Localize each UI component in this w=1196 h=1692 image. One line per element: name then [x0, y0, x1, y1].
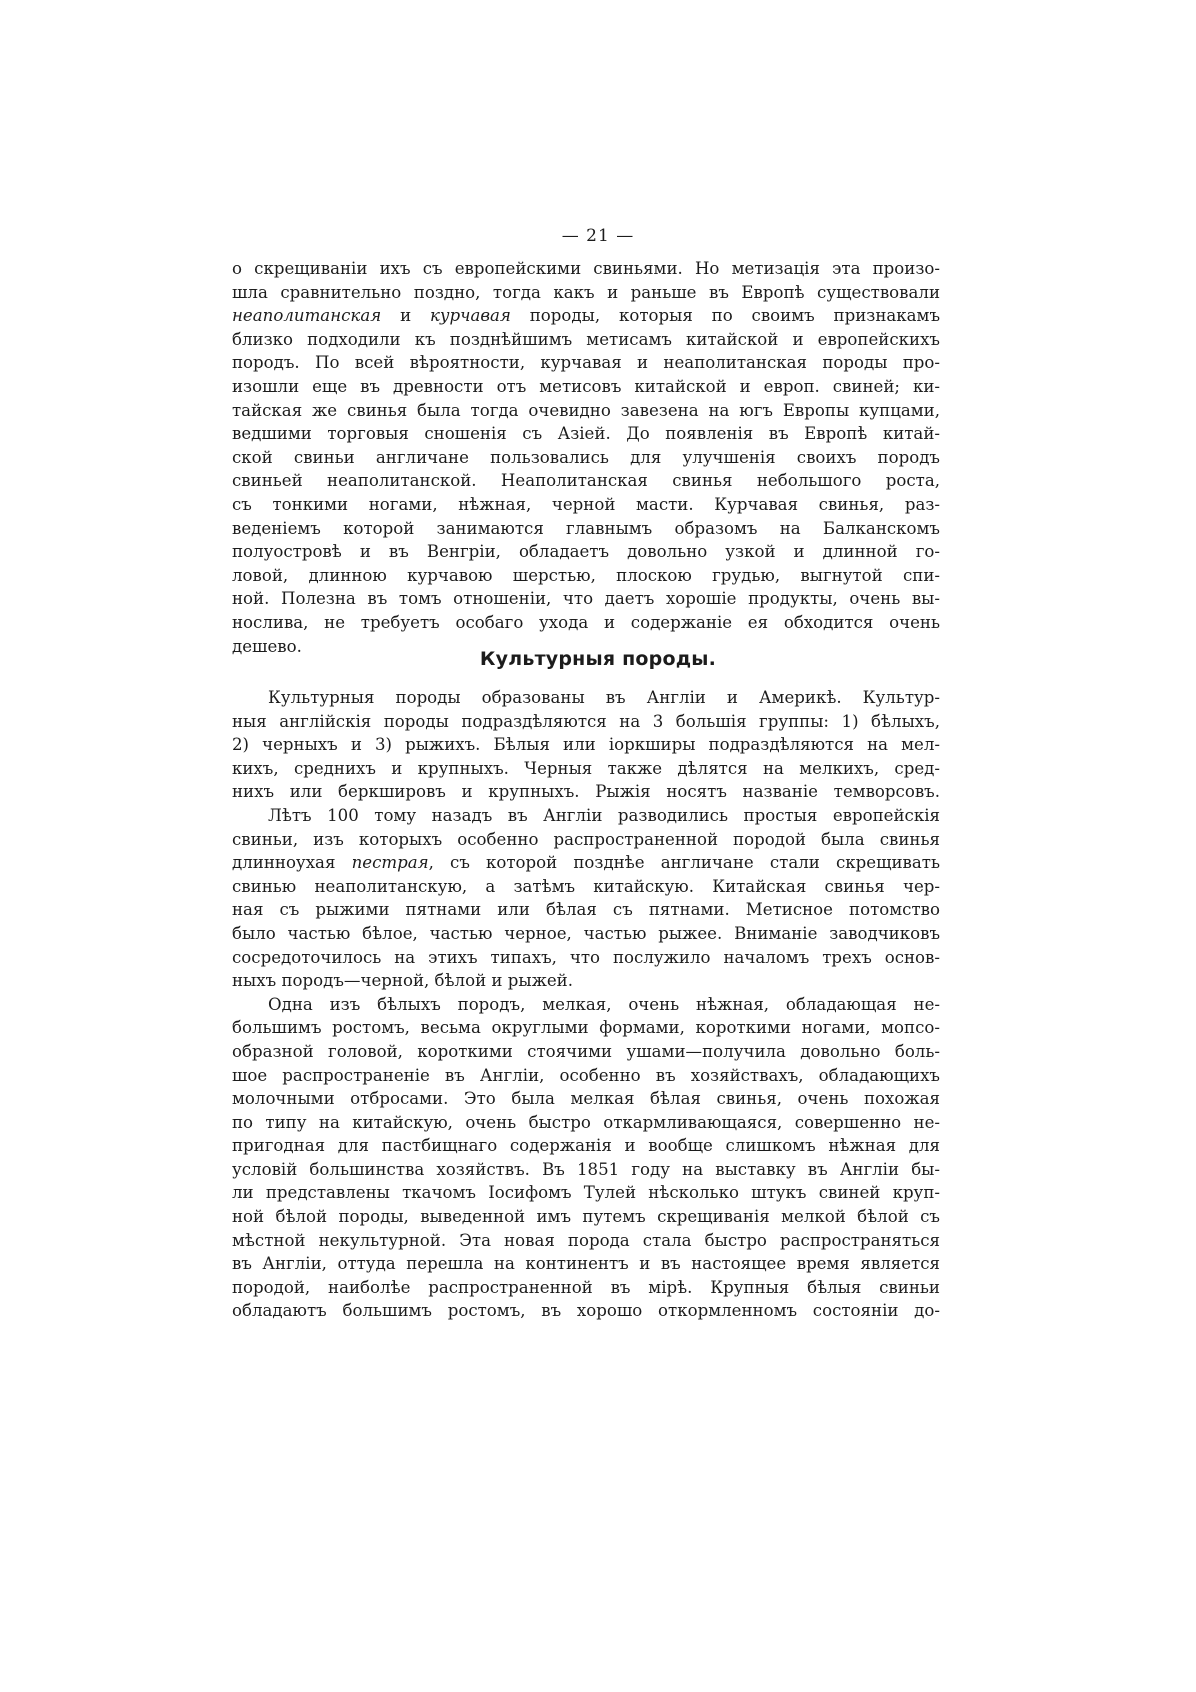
text-line	[232, 851, 940, 875]
section-body	[232, 686, 940, 1323]
text-line: ныя англійскія породы подраздѣляются на 3 большія группы: 1) бѣлыхъ,	[232, 711, 940, 731]
text-line: Одна изъ бѣлыхъ породъ, мелкая, очень нѣжная, обладающая не-	[268, 994, 940, 1014]
text-line: породъ. По всей вѣроятности, курчавая и неаполитанская породы про-	[232, 353, 940, 373]
text-line: съ тонкими ногами, нѣжная, черной масти. Курчавая свинья, раз-	[232, 494, 940, 514]
italic-term: пестрая	[351, 853, 429, 873]
text-line: дешево.	[232, 636, 302, 656]
text-fragment: , съ которой позднѣе англичане стали скрещивать	[428, 853, 941, 873]
text-line: нослива, не требуетъ особаго ухода и содержаніе ея обходится очень	[232, 612, 940, 632]
italic-term: неаполитанская	[232, 306, 382, 326]
text-line: свиньей неаполитанской. Неаполитанская свинья небольшого роста,	[232, 471, 940, 491]
text-fragment: породы, которыя по своимъ признакамъ	[510, 306, 941, 326]
paragraph-3	[232, 804, 940, 993]
text-line: условій большинства хозяйствъ. Въ 1851 году на выставку въ Англіи бы-	[232, 1159, 940, 1179]
text-line: ныхъ породъ—черной, бѣлой и рыжей.	[232, 971, 574, 991]
text-line	[232, 304, 940, 328]
text-line: свинью неаполитанскую, а затѣмъ китайскую. Китайская свинья чер-	[232, 876, 940, 896]
text-line: ской свиньи англичане пользовались для улучшенія своихъ породъ	[232, 447, 940, 467]
paragraph-4	[232, 993, 940, 1323]
paragraph-1	[232, 257, 940, 658]
text-line: шла сравнительно поздно, тогда какъ и раньше въ Европѣ существовали	[232, 282, 940, 302]
text-line: веденіемъ которой занимаются главнымъ образомъ на Балканскомъ	[232, 518, 940, 538]
text-line: ли представлены ткачомъ Іосифомъ Тулей нѣсколько штукъ свиней круп-	[232, 1183, 940, 1203]
text-line: было частью бѣлое, частью черное, частью рыжее. Вниманіе заводчиковъ	[232, 923, 940, 943]
text-line: большимъ ростомъ, весьма округлыми формами, короткими ногами, мопсо-	[232, 1018, 940, 1038]
text-line: мѣстной некультурной. Эта новая порода стала быстро распространяться	[232, 1230, 940, 1250]
text-fragment: и	[381, 306, 430, 326]
paragraph-2	[232, 686, 940, 804]
text-line: изошли еще въ древности отъ метисовъ китайской и европ. свиней; ки-	[232, 376, 940, 396]
text-line: образной головой, короткими стоячими ушами—получила довольно боль-	[232, 1041, 940, 1061]
text-line: обладаютъ большимъ ростомъ, въ хорошо откормленномъ состояніи до-	[232, 1301, 940, 1321]
text-line: ловой, длинною курчавою шерстью, плоскою грудью, выгнутой спи-	[232, 565, 940, 585]
text-line: близко подходили къ позднѣйшимъ метисамъ китайской и европейскихъ	[232, 329, 940, 349]
text-line: по типу на китайскую, очень быстро откармливающаяся, совершенно не-	[232, 1112, 940, 1132]
text-line: Культурныя породы образованы въ Англіи и Америкѣ. Культур-	[268, 688, 940, 707]
page-number: — 21 —	[561, 226, 635, 246]
text-fragment: длинноухая	[232, 853, 352, 873]
text-line: нихъ или беркшировъ и крупныхъ. Рыжія носятъ названіе темворсовъ.	[232, 782, 940, 802]
text-line: пригодная для пастбищнаго содержанія и вообще слишкомъ нѣжная для	[232, 1136, 940, 1156]
text-line: шое распространеніе въ Англіи, особенно въ хозяйствахъ, обладающихъ	[232, 1065, 940, 1085]
text-line: тайская же свинья была тогда очевидно завезена на югъ Европы купцами,	[232, 400, 940, 420]
text-line: 2) черныхъ и 3) рыжихъ. Бѣлыя или іоркширы подраздѣляются на мел-	[232, 735, 940, 755]
text-line: сосредоточилось на этихъ типахъ, что послужило началомъ трехъ основ-	[232, 947, 940, 967]
text-line: въ Англіи, оттуда перешла на континентъ и въ настоящее время является	[232, 1254, 940, 1274]
text-line: Лѣтъ 100 тому назадъ въ Англіи разводились простыя европейскія	[268, 805, 940, 825]
text-line: породой, наиболѣе распространенной въ мірѣ. Крупныя бѣлыя свиньи	[232, 1277, 940, 1297]
text-line: о скрещиваніи ихъ съ европейскими свиньями. Но метизація эта произо-	[232, 259, 940, 278]
text-line: ной. Полезна въ томъ отношеніи, что даетъ хорошіе продукты, очень вы-	[232, 589, 940, 609]
text-line: ная съ рыжими пятнами или бѣлая съ пятнами. Метисное потомство	[232, 900, 940, 920]
text-line: ведшими торговыя сношенія съ Азіей. До появленія въ Европѣ китай-	[232, 424, 940, 444]
section-heading: Культурныя породы.	[479, 648, 717, 670]
text-line: кихъ, среднихъ и крупныхъ. Черныя также дѣлятся на мелкихъ, сред-	[232, 758, 940, 778]
text-line: свиньи, изъ которыхъ особенно распространенной породой была свинья	[232, 829, 940, 849]
text-line: полуостровѣ и въ Венгріи, обладаетъ довольно узкой и длинной го-	[232, 542, 940, 562]
text-line: ной бѣлой породы, выведенной имъ путемъ скрещиванія мелкой бѣлой съ	[232, 1207, 940, 1227]
italic-term: курчавая	[429, 306, 511, 326]
text-line: молочными отбросами. Это была мелкая бѣлая свинья, очень похожая	[232, 1089, 940, 1109]
